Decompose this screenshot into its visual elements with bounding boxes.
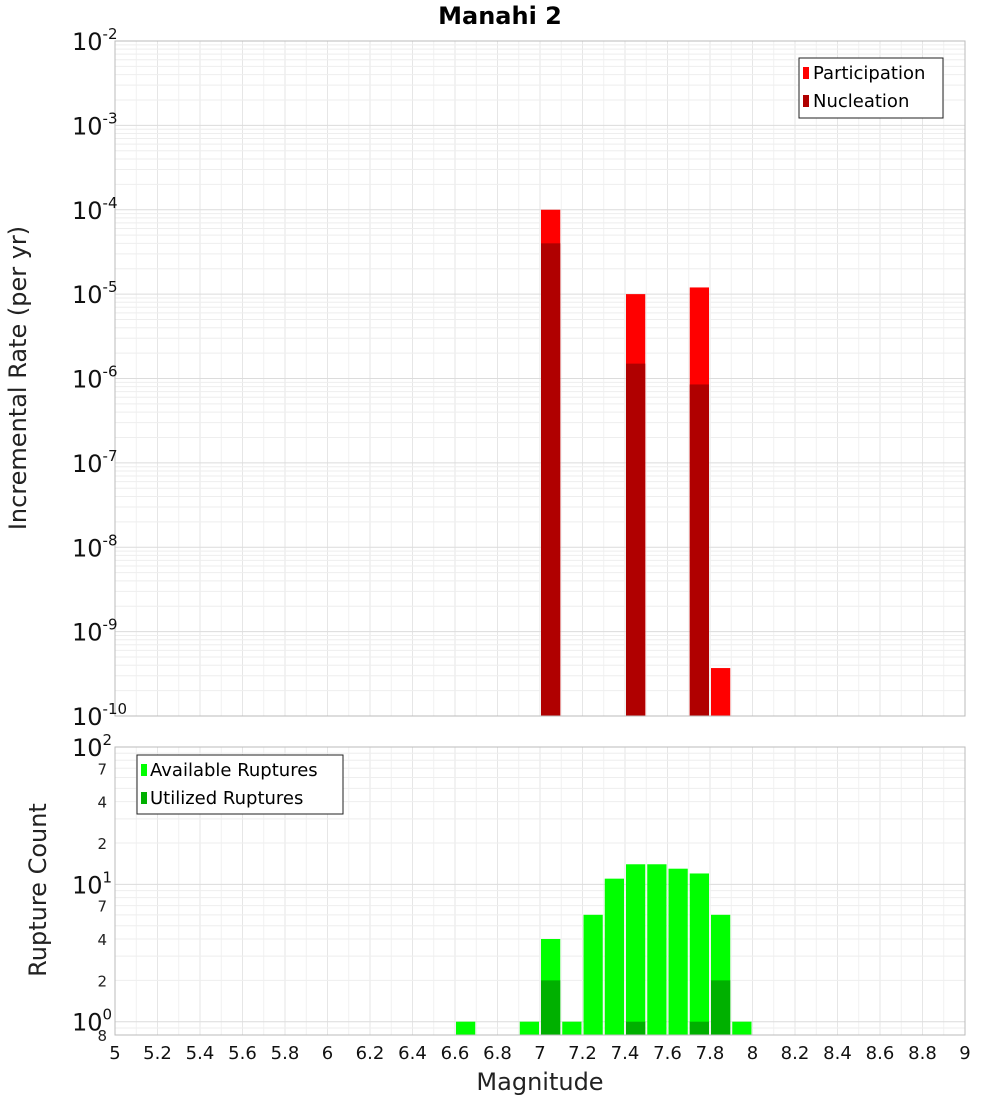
x-tick-label: 9 (959, 1043, 971, 1064)
x-tick-label: 7.2 (568, 1043, 597, 1064)
x-tick-label: 7 (534, 1043, 546, 1064)
bottom-y-major-tick-label: $10^2$ (72, 731, 113, 762)
legend-label-available-ruptures: Available Ruptures (150, 760, 318, 781)
bar-available-ruptures (562, 1022, 581, 1035)
bar-participation (711, 668, 730, 716)
bar-utilized-ruptures (626, 1022, 645, 1035)
x-tick-label: 5.2 (143, 1043, 172, 1064)
x-tick-label: 8 (746, 1043, 759, 1064)
x-tick-label: 5 (109, 1043, 121, 1064)
bottom-y-major-tick-label: $10^0$ (72, 1005, 113, 1037)
x-tick-label: 6 (321, 1043, 334, 1064)
x-axis-label: Magnitude (476, 1068, 604, 1096)
bar-nucleation (541, 243, 560, 716)
x-tick-label: 8.8 (908, 1043, 937, 1064)
top-y-tick-label: $10^{-3}$ (72, 109, 118, 141)
top-y-axis-label: Incremental Rate (per yr) (4, 225, 32, 531)
bar-utilized-ruptures (711, 980, 730, 1035)
bottom-y-minor-tick-label: 4 (97, 931, 107, 949)
top-y-tick-label: $10^{-8}$ (72, 531, 118, 563)
bottom-y-minor-tick-label: 2 (97, 972, 107, 991)
bar-utilized-ruptures (690, 1022, 709, 1035)
x-tick-label: 5.4 (185, 1043, 215, 1064)
top-y-tick-label: $10^{-2}$ (72, 25, 118, 56)
x-tick-label: 6.4 (398, 1043, 427, 1064)
x-tick-label: 5.8 (270, 1043, 300, 1064)
bottom-y-minor-tick-label: 4 (97, 793, 107, 812)
bar-available-ruptures (647, 864, 666, 1035)
x-tick-label: 7.4 (610, 1043, 640, 1064)
bar-available-ruptures (520, 1022, 539, 1035)
x-tick-label: 5.6 (228, 1043, 257, 1064)
x-tick-label: 6.2 (355, 1043, 385, 1064)
x-tick-label: 6.6 (440, 1043, 470, 1064)
x-tick-label: 8.4 (823, 1043, 852, 1064)
bar-nucleation (626, 364, 645, 716)
bar-nucleation (690, 384, 709, 716)
bottom-y-minor-tick-label: 2 (97, 835, 107, 853)
top-y-tick-label: $10^{-9}$ (72, 615, 118, 647)
bar-available-ruptures (626, 864, 645, 1035)
x-tick-label: 8.6 (865, 1043, 895, 1064)
legend-label-participation: Participation (813, 63, 926, 84)
top-y-tick-label: $10^{-5}$ (72, 278, 118, 310)
bar-available-ruptures (669, 869, 688, 1035)
legend-swatch-utilized-ruptures (141, 792, 147, 804)
bar-available-ruptures (732, 1022, 751, 1035)
bar-available-ruptures (690, 873, 709, 1035)
bar-available-ruptures (456, 1022, 475, 1035)
bottom-y-major-tick-label: $10^1$ (72, 868, 113, 900)
top-y-tick-label: $10^{-4}$ (72, 193, 118, 225)
legend-swatch-available-ruptures (141, 764, 147, 776)
legend-swatch-participation (803, 67, 809, 79)
chart-title: Manahi 2 (438, 2, 562, 30)
top-y-tick-label: $10^{-6}$ (72, 362, 118, 394)
bottom-y-axis-label: Rupture Count (24, 803, 52, 977)
top-y-tick-label: $10^{-7}$ (72, 446, 118, 478)
x-tick-label: 7.8 (695, 1043, 725, 1064)
legend-label-utilized-ruptures: Utilized Ruptures (150, 788, 304, 809)
bar-available-ruptures (584, 915, 603, 1035)
x-tick-label: 8.2 (780, 1043, 810, 1064)
x-tick-label: 6.8 (483, 1043, 512, 1064)
bar-utilized-ruptures (541, 980, 560, 1035)
bottom-y-minor-tick-label: 7 (97, 760, 107, 779)
bottom-y-minor-tick-label: 8 (97, 1027, 107, 1045)
top-y-tick-label: $10^{-10}$ (72, 700, 128, 731)
legend-label-nucleation: Nucleation (813, 91, 910, 112)
legend-swatch-nucleation (803, 95, 809, 107)
x-tick-label: 7.6 (653, 1043, 682, 1064)
bar-available-ruptures (605, 879, 624, 1035)
bottom-y-minor-tick-label: 7 (97, 897, 107, 916)
